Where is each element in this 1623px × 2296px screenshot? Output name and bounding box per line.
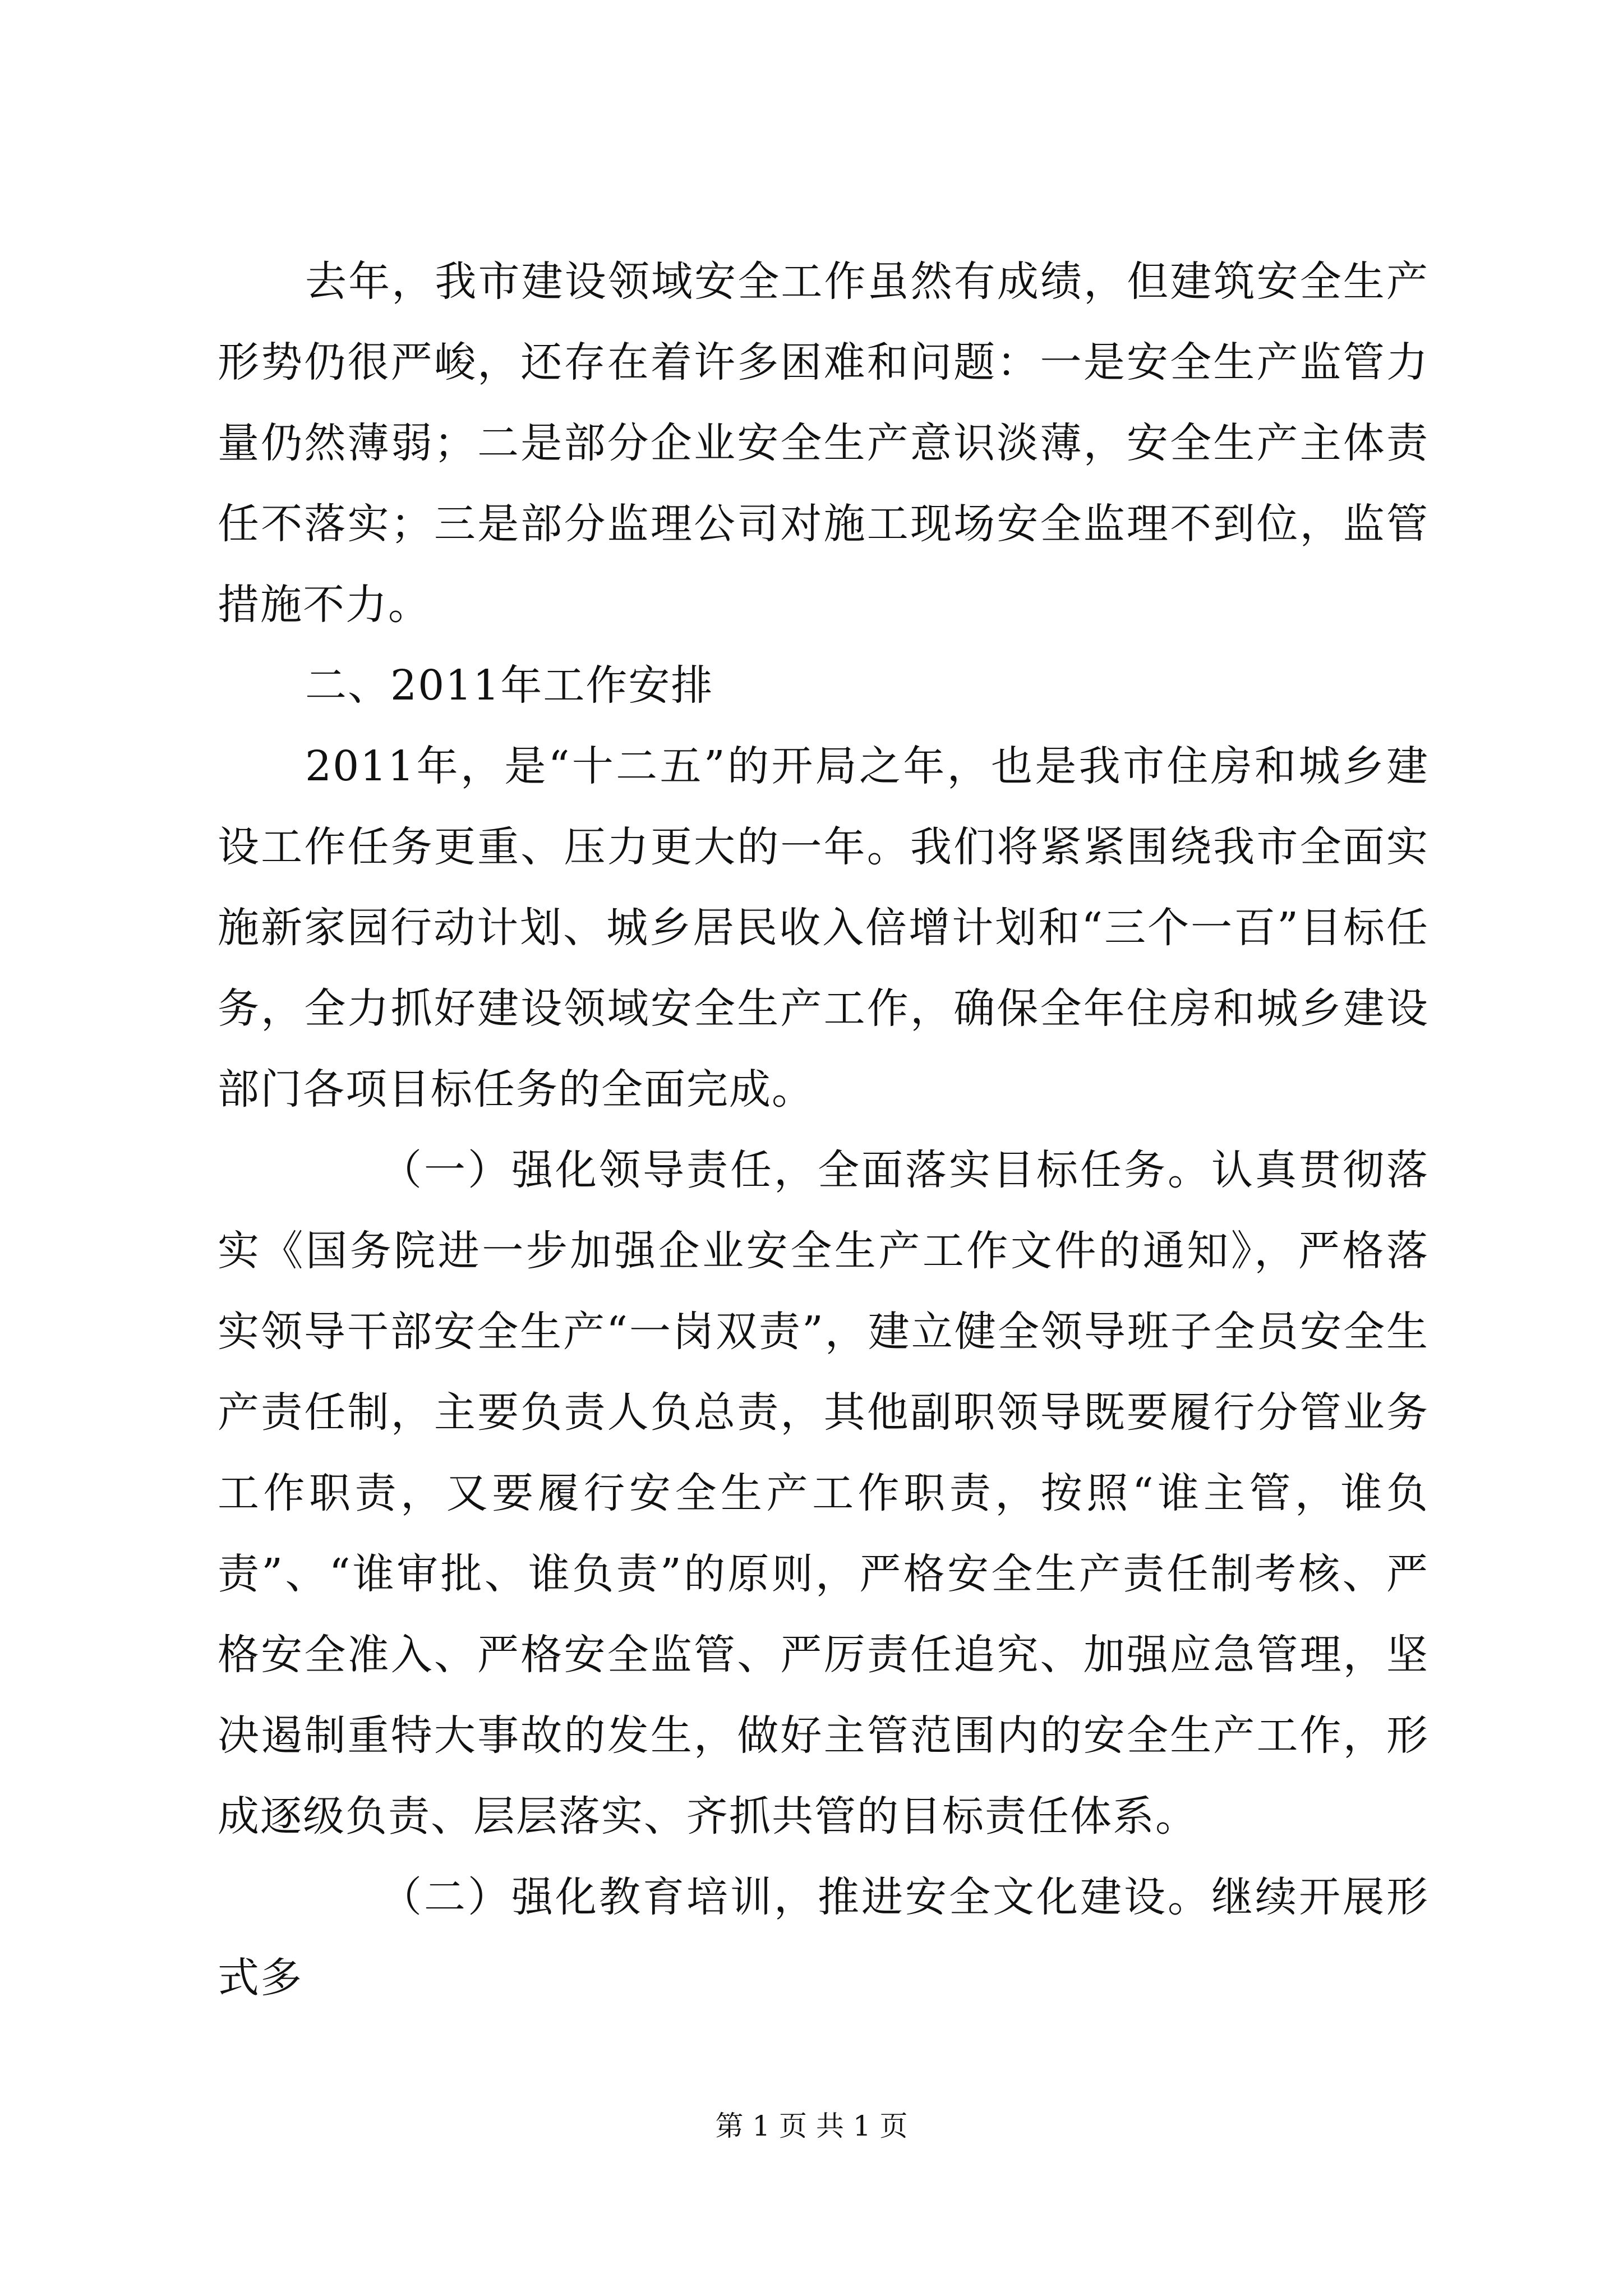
section-heading-2011-plan: 二、2011年工作安排 — [305, 661, 714, 710]
paragraph-2011-intro: 2011年，是“十二五”的开局之年，也是我市住房和城乡建设工作任务更重、压力更大的一年。我们将紧紧围绕我市全面实施新家园行动计划、城乡居民收入倍增计划和“三个一百”目标任务，全力抓好建设领域安全生产工作，确保全年住房和城乡建设部门各项目标任务的全面完成。 — [218, 742, 1429, 1114]
paragraph-item-1: （一）强化领导责任，全面落实目标任务。认真贯彻落实《国务院进一步加强企业安全生产工作文件的通知》，严格落实领导干部安全生产“一岗双责”，建立健全领导班子全员安全生产责任制，主要负责人负总责，其他副职领导既要履行分管业务工作职责，又要履行安全生产工作职责，按照“谁主管，谁负责”、“谁审批、谁负责”的原则，严格安全生产责任制考核、严格安全准入、严格安全监管、严厉责任追究、加强应急管理，坚决遏制重特大事故的发生，做好主管范围内的安全生产工作，形成逐级负责、层层落实、齐抓共管的目标责任体系。 — [218, 1146, 1429, 1841]
paragraph-problems: 去年，我市建设领域安全工作虽然有成绩，但建筑安全生产形势仍很严峻，还存在着许多困难和问题：一是安全生产监管力量仍然薄弱；二是部分企业安全生产意识淡薄，安全生产主体责任不落实；三是部分监理公司对施工现场安全监理不到位，监管措施不力。 — [218, 257, 1429, 629]
page-footer: 第 1 页 共 1 页 — [715, 2110, 908, 2142]
paragraph-item-2: （二）强化教育培训，推进安全文化建设。继续开展形式多 — [218, 1873, 1429, 2002]
document-body — [218, 241, 1429, 2018]
